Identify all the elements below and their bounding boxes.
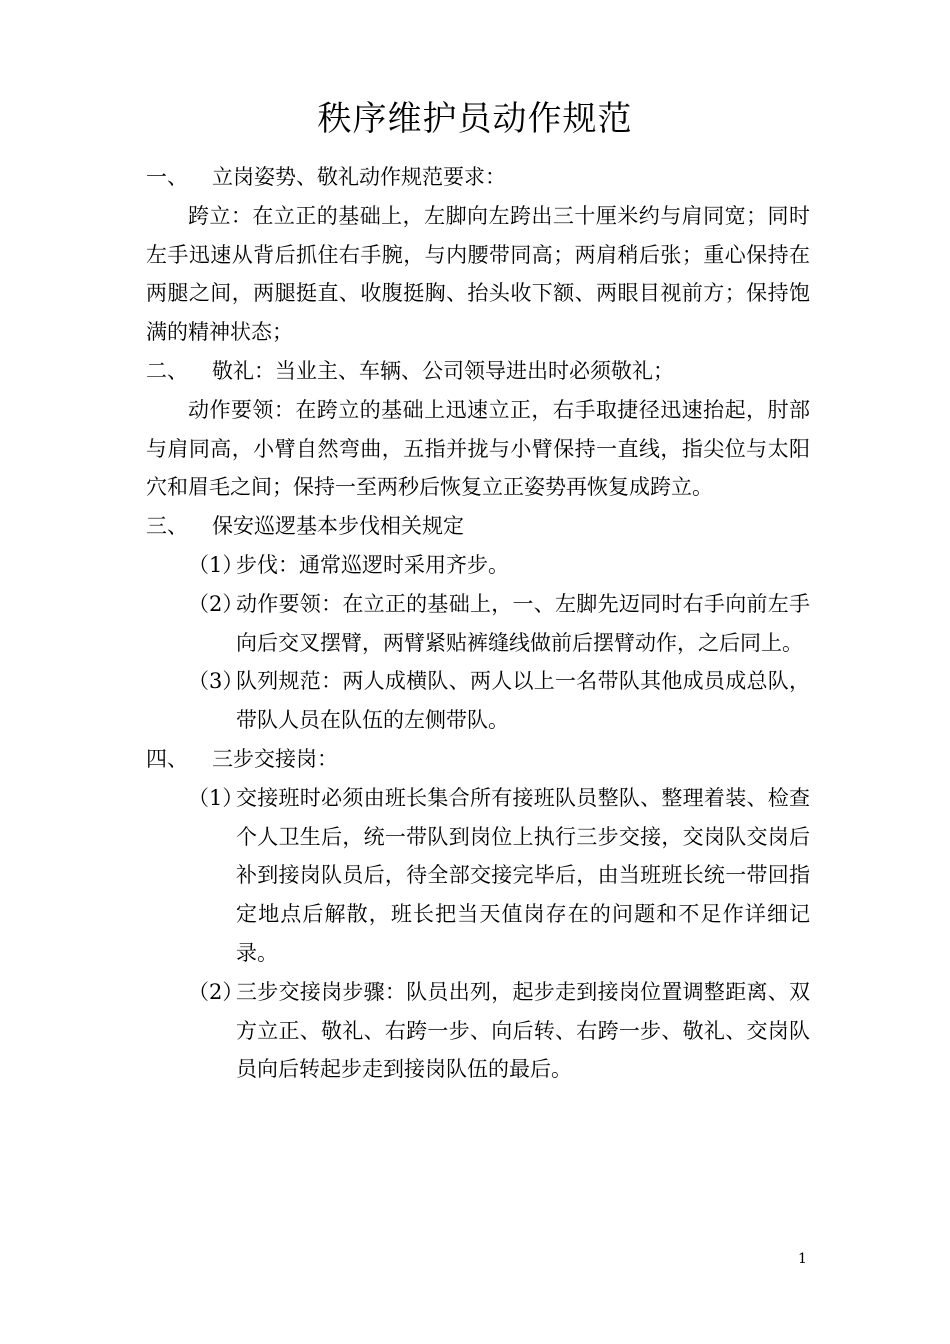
section-number: 四、 [146,746,188,771]
list-item-text: 队列规范：两人成横队、两人以上一名带队其他成员成总队，带队人员在队伍的左侧带队。 [236,669,810,733]
page-number: 1 [798,1251,807,1267]
list-item-number: （2） [188,979,244,1004]
section-heading-text: 三步交接岗： [212,746,338,771]
list-item [146,585,810,663]
list-item-text: 三步交接岗步骤：队员出列，起步走到接岗位置调整距离、双方立正、敬礼、右跨一步、向后转、右跨一步、敬礼、交岗队员向后转起步走到接岗队伍的最后。 [236,979,810,1082]
list-item-number: （1） [188,785,244,810]
list-item-text: 步伐：通常巡逻时采用齐步。 [236,552,509,577]
list-item [146,546,810,585]
section-heading-4 [146,740,810,779]
list-item-text: 动作要领：在立正的基础上，一、左脚先迈同时右手向前左手向后交叉摆臂，两臂紧贴裤缝线做前后摆臂动作，之后同上。 [236,591,810,655]
section-number: 一、 [146,165,188,189]
list-item-number: （1） [188,552,244,577]
list-item [146,779,810,973]
document-body [146,158,810,1089]
section-heading-1 [146,158,810,197]
section-number: 三、 [146,514,188,539]
section-heading-text: 保安巡逻基本步伐相关规定 [212,514,464,539]
section-number: 二、 [146,358,188,383]
section-heading-text: 敬礼：当业主、车辆、公司领导进出时必须敬礼； [212,358,674,383]
document-title: 秩序维护员动作规范 [317,99,633,139]
list-item-number: （3） [188,669,244,694]
section-heading-3 [146,507,810,546]
list-item-text: 交接班时必须由班长集合所有接班队员整队、整理着装、检查个人卫生后，统一带队到岗位上执行三步交接，交岗队交岗后补到接岗队员后，待全部交接完毕后，由当班班长统一带回指定地点后解散，班长把当天值岗存在的问题和不足作详细记录。 [236,785,810,965]
section-paragraph: 跨立：在立正的基础上，左脚向左跨出三十厘米约与肩同宽；同时左手迅速从背后抓住右手腕，与内腰带同高；两肩稍后张；重心保持在两腿之间，两腿挺直、收腹挺胸、抬头收下额、两眼目视前方；保持饱满的精神状态； [146,203,810,345]
list-item [146,973,810,1089]
section-paragraph: 动作要领：在跨立的基础上迅速立正，右手取捷径迅速抬起，肘部与肩同高，小臂自然弯曲，五指并拢与小臂保持一直线，指尖位与太阳穴和眉毛之间；保持一至两秒后恢复立正姿势再恢复成跨立。 [146,397,810,500]
section-heading-2 [146,352,810,391]
list-item [146,662,810,740]
list-item-number: （2） [188,591,244,616]
section-heading-text: 立岗姿势、敬礼动作规范要求： [212,165,506,189]
